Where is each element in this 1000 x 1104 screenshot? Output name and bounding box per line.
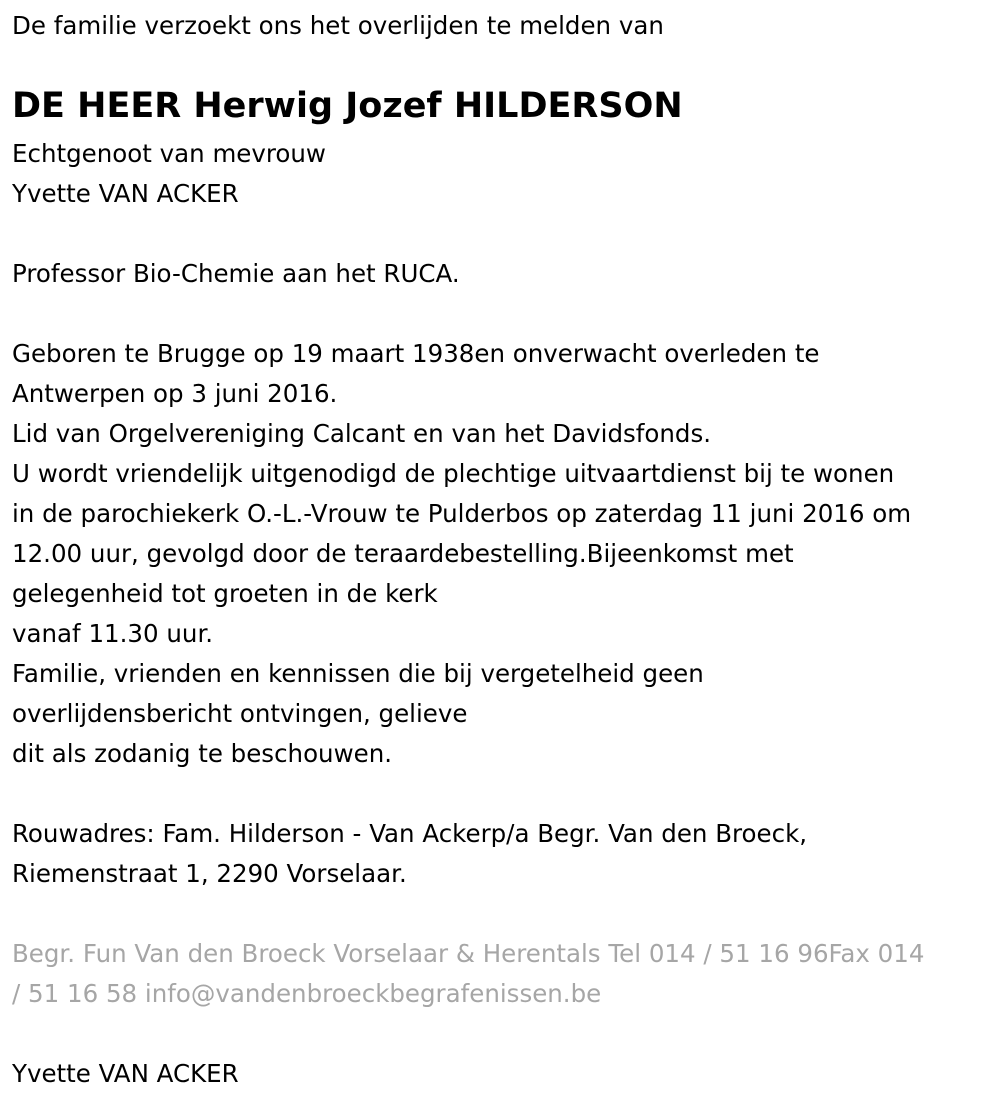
- detail-line: 12.00 uur, gevolgd door de teraardebestelling.Bijeenkomst met: [12, 539, 794, 568]
- mourning-address: [12, 814, 992, 894]
- intro-text: De familie verzoekt ons het overlijden te melden van: [12, 11, 664, 40]
- funeral-home-footer: [12, 934, 992, 1014]
- detail-line: in de parochiekerk O.-L.-Vrouw te Pulderbos op zaterdag 11 juni 2016 om: [12, 499, 912, 528]
- spouse-line: Yvette VAN ACKER: [12, 179, 239, 208]
- detail-line: gelegenheid tot groeten in de kerk: [12, 579, 438, 608]
- deceased-name: DE HEER Herwig Jozef HILDERSON: [12, 86, 683, 126]
- spouse-block: [12, 134, 992, 214]
- detail-line: vanaf 11.30 uur.: [12, 619, 214, 648]
- details-block: [12, 334, 992, 774]
- detail-line: dit als zodanig te beschouwen.: [12, 739, 393, 768]
- footer-line: / 51 16 58 info@vandenbroeckbegrafenissen.be: [12, 979, 602, 1008]
- profession-text: Professor Bio-Chemie aan het RUCA.: [12, 259, 460, 288]
- profession-block: [12, 254, 992, 294]
- detail-line: Antwerpen op 3 juni 2016.: [12, 379, 338, 408]
- spouse-line: Echtgenoot van mevrouw: [12, 139, 326, 168]
- footer-line: Begr. Fun Van den Broeck Vorselaar & Herentals Tel 014 / 51 16 96Fax 014: [12, 939, 925, 968]
- signature-block: [12, 1054, 992, 1094]
- signature-text: Yvette VAN ACKER: [12, 1059, 239, 1088]
- detail-line: Geboren te Brugge op 19 maart 1938en onverwacht overleden te: [12, 339, 820, 368]
- detail-line: overlijdensbericht ontvingen, gelieve: [12, 699, 468, 728]
- detail-line: U wordt vriendelijk uitgenodigd de plechtige uitvaartdienst bij te wonen: [12, 459, 895, 488]
- address-line: Riemenstraat 1, 2290 Vorselaar.: [12, 859, 407, 888]
- detail-line: Familie, vrienden en kennissen die bij vergetelheid geen: [12, 659, 704, 688]
- address-line: Rouwadres: Fam. Hilderson - Van Ackerp/a Begr. Van den Broeck,: [12, 819, 808, 848]
- detail-line: Lid van Orgelvereniging Calcant en van het Davidsfonds.: [12, 419, 712, 448]
